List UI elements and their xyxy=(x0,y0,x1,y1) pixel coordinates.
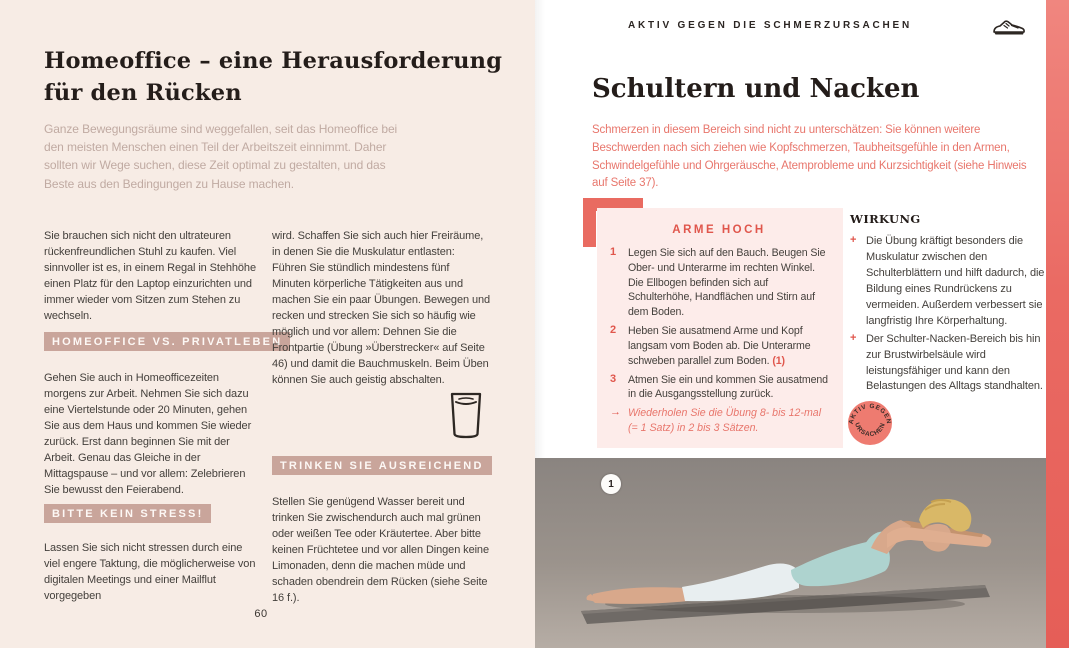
step-text: Legen Sie sich auf den Bauch. Beugen Sie Ober- und Unterarme im rechten Winkel. Die Ellbogen befinden sich auf Schulterhöhe, Handflächen und Stirn auf dem Boden. xyxy=(628,247,826,319)
page-number: 60 xyxy=(254,608,268,620)
wirkung-item: + Der Schulter-Nacken-Bereich bis hin zur Brustwirbelsäule wird leistungsfähiger und kann den Belastungen des Alltags standhalten. xyxy=(850,332,1050,396)
running-header: AKTIV GEGEN DIE SCHMERZURSACHEN xyxy=(627,20,913,31)
wirkung-item: + Die Übung kräftigt besonders die Muskulatur zwischen den Schulterblättern und hilft dadurch, die Bildung eines Rundrückens zu vermeiden. Außerdem verbessert sie langfristig Ihre Körperhaltung. xyxy=(850,234,1050,330)
page-edge-strip xyxy=(1046,0,1069,648)
exercise-box-arme-hoch xyxy=(597,208,843,448)
left-page-intro: Ganze Bewegungsräume sind weggefallen, seit das Homeoffice bei den meisten Menschen einen Teil der Arbeitszeit einnimmt. Daher sollten wir Wege suchen, diese Zeit optimal zu gestalten, und das Beste aus den Bedingungen zu Hause machen. xyxy=(44,122,398,191)
exercise-step xyxy=(610,246,828,320)
repeat-note: Wiederholen Sie die Übung 8- bis 12-mal (= 1 Satz) in 2 bis 3 Sätzen. xyxy=(628,407,822,435)
plus-bullet-icon: + xyxy=(850,234,857,246)
left-col1-paragraph-1: Sie brauchen sich nicht den ultrateuren rückenfreundlichen Stuhl zu kaufen. Viel sinnvoller ist es, in einem Regal in Stehhöhe einen Platz für den Laptop einzurichten und immer wieder vom Sitzen zum Stehen zu wechseln. xyxy=(44,230,256,323)
arrow-icon: → xyxy=(610,406,621,419)
water-glass-icon xyxy=(446,390,486,440)
section-badge-homeoffice-vs-privatleben: HOMEOFFICE VS. PRIVATLEBEN xyxy=(44,332,290,351)
left-page-title: Homeoffice – eine Herausforderung für den Rücken xyxy=(44,48,503,106)
step-text: Heben Sie ausatmend Arme und Kopf langsam vom Boden ab. Die Unterarme schweben parallel zum Boden. (1) xyxy=(628,325,811,367)
step-text: Atmen Sie ein und kommen Sie ausatmend in die Ausgangsstellung zurück. xyxy=(628,373,828,401)
left-col1-paragraph-2: Gehen Sie auch in Homeofficezeiten morgens zur Arbeit. Nehmen Sie sich dazu eine Viertelstunde oder 20 Minuten, gehen Sie aus dem Haus und kommen Sie wieder zurück. Erst dann beginnen Sie mit der Arbeit. Genau das Gleiche in der Mittagspause – und vor allem: Zelebrieren Sie bewusst den Feierabend. xyxy=(44,372,252,497)
section-badge-trinken-sie-ausreichend: TRINKEN SIE AUSREICHEND xyxy=(272,456,492,475)
svg-text:AKTIV GEGEN: AKTIV GEGEN xyxy=(847,402,893,425)
step-number: 2 xyxy=(610,324,617,337)
left-col2-paragraph-2: Stellen Sie genügend Wasser bereit und trinken Sie zwischendurch auch mal grünen oder weißen Tee oder Kräutertee. Aber bitte keinen Früchtetee und vor allen Dingen keine Limonaden, denn die machen müde und schaden obendrein dem Rücken (siehe Seite 16 f.). xyxy=(272,496,489,605)
sneaker-icon xyxy=(991,16,1027,40)
section-badge-bitte-kein-stress: BITTE KEIN STRESS! xyxy=(44,504,211,523)
repeat-instruction xyxy=(610,406,828,436)
photo-reference: (1) xyxy=(772,354,785,367)
step-number: 3 xyxy=(610,372,617,385)
wirkung-column xyxy=(850,212,1050,397)
right-page-intro: Schmerzen in diesem Bereich sind nicht zu unterschätzen: Sie können weitere Beschwerden nach sich ziehen wie Kopfschmerzen, Taubheitsgefühle in den Armen, Schwindelgefühle und Ohrgeräusche, Atemprobleme und Kurzsichtigkeit (siehe Hinweis auf Seite 37). xyxy=(592,124,1027,190)
left-col2-paragraph-1: wird. Schaffen Sie sich auch hier Freiräume, in denen Sie die Muskulatur entlasten: Führen Sie stündlich mindestens fünf Minuten körperliche Tätigkeiten aus und machen Sie ein paar Übungen. Bewegen und recken und strecken Sie sich so häufig wie möglich und vor allem: Dehnen Sie die Frontpartie (Übung »Überstrecker« auf Seite 46) und damit die Bauchmuskeln. Beim Üben können Sie auch geistig abschalten. xyxy=(272,230,490,387)
photo-number-marker: 1 xyxy=(601,474,621,494)
chapter-badge-aktiv-gegen-ursachen xyxy=(846,399,894,447)
exercise-heading: ARME HOCH xyxy=(672,224,766,236)
wirkung-heading: WIRKUNG xyxy=(850,212,921,226)
step-number: 1 xyxy=(610,246,617,258)
exercise-step xyxy=(610,373,828,403)
plus-bullet-icon: + xyxy=(850,331,857,344)
svg-text:URSACHEN: URSACHEN xyxy=(853,421,887,439)
right-page-title: Schultern und Nacken xyxy=(592,74,920,104)
exercise-step xyxy=(610,324,828,368)
left-col1-paragraph-3: Lassen Sie sich nicht stressen durch eine viel engere Taktung, die möglicherweise von digitalen Meetings und einer Mailflut vorgegeben xyxy=(44,542,256,603)
